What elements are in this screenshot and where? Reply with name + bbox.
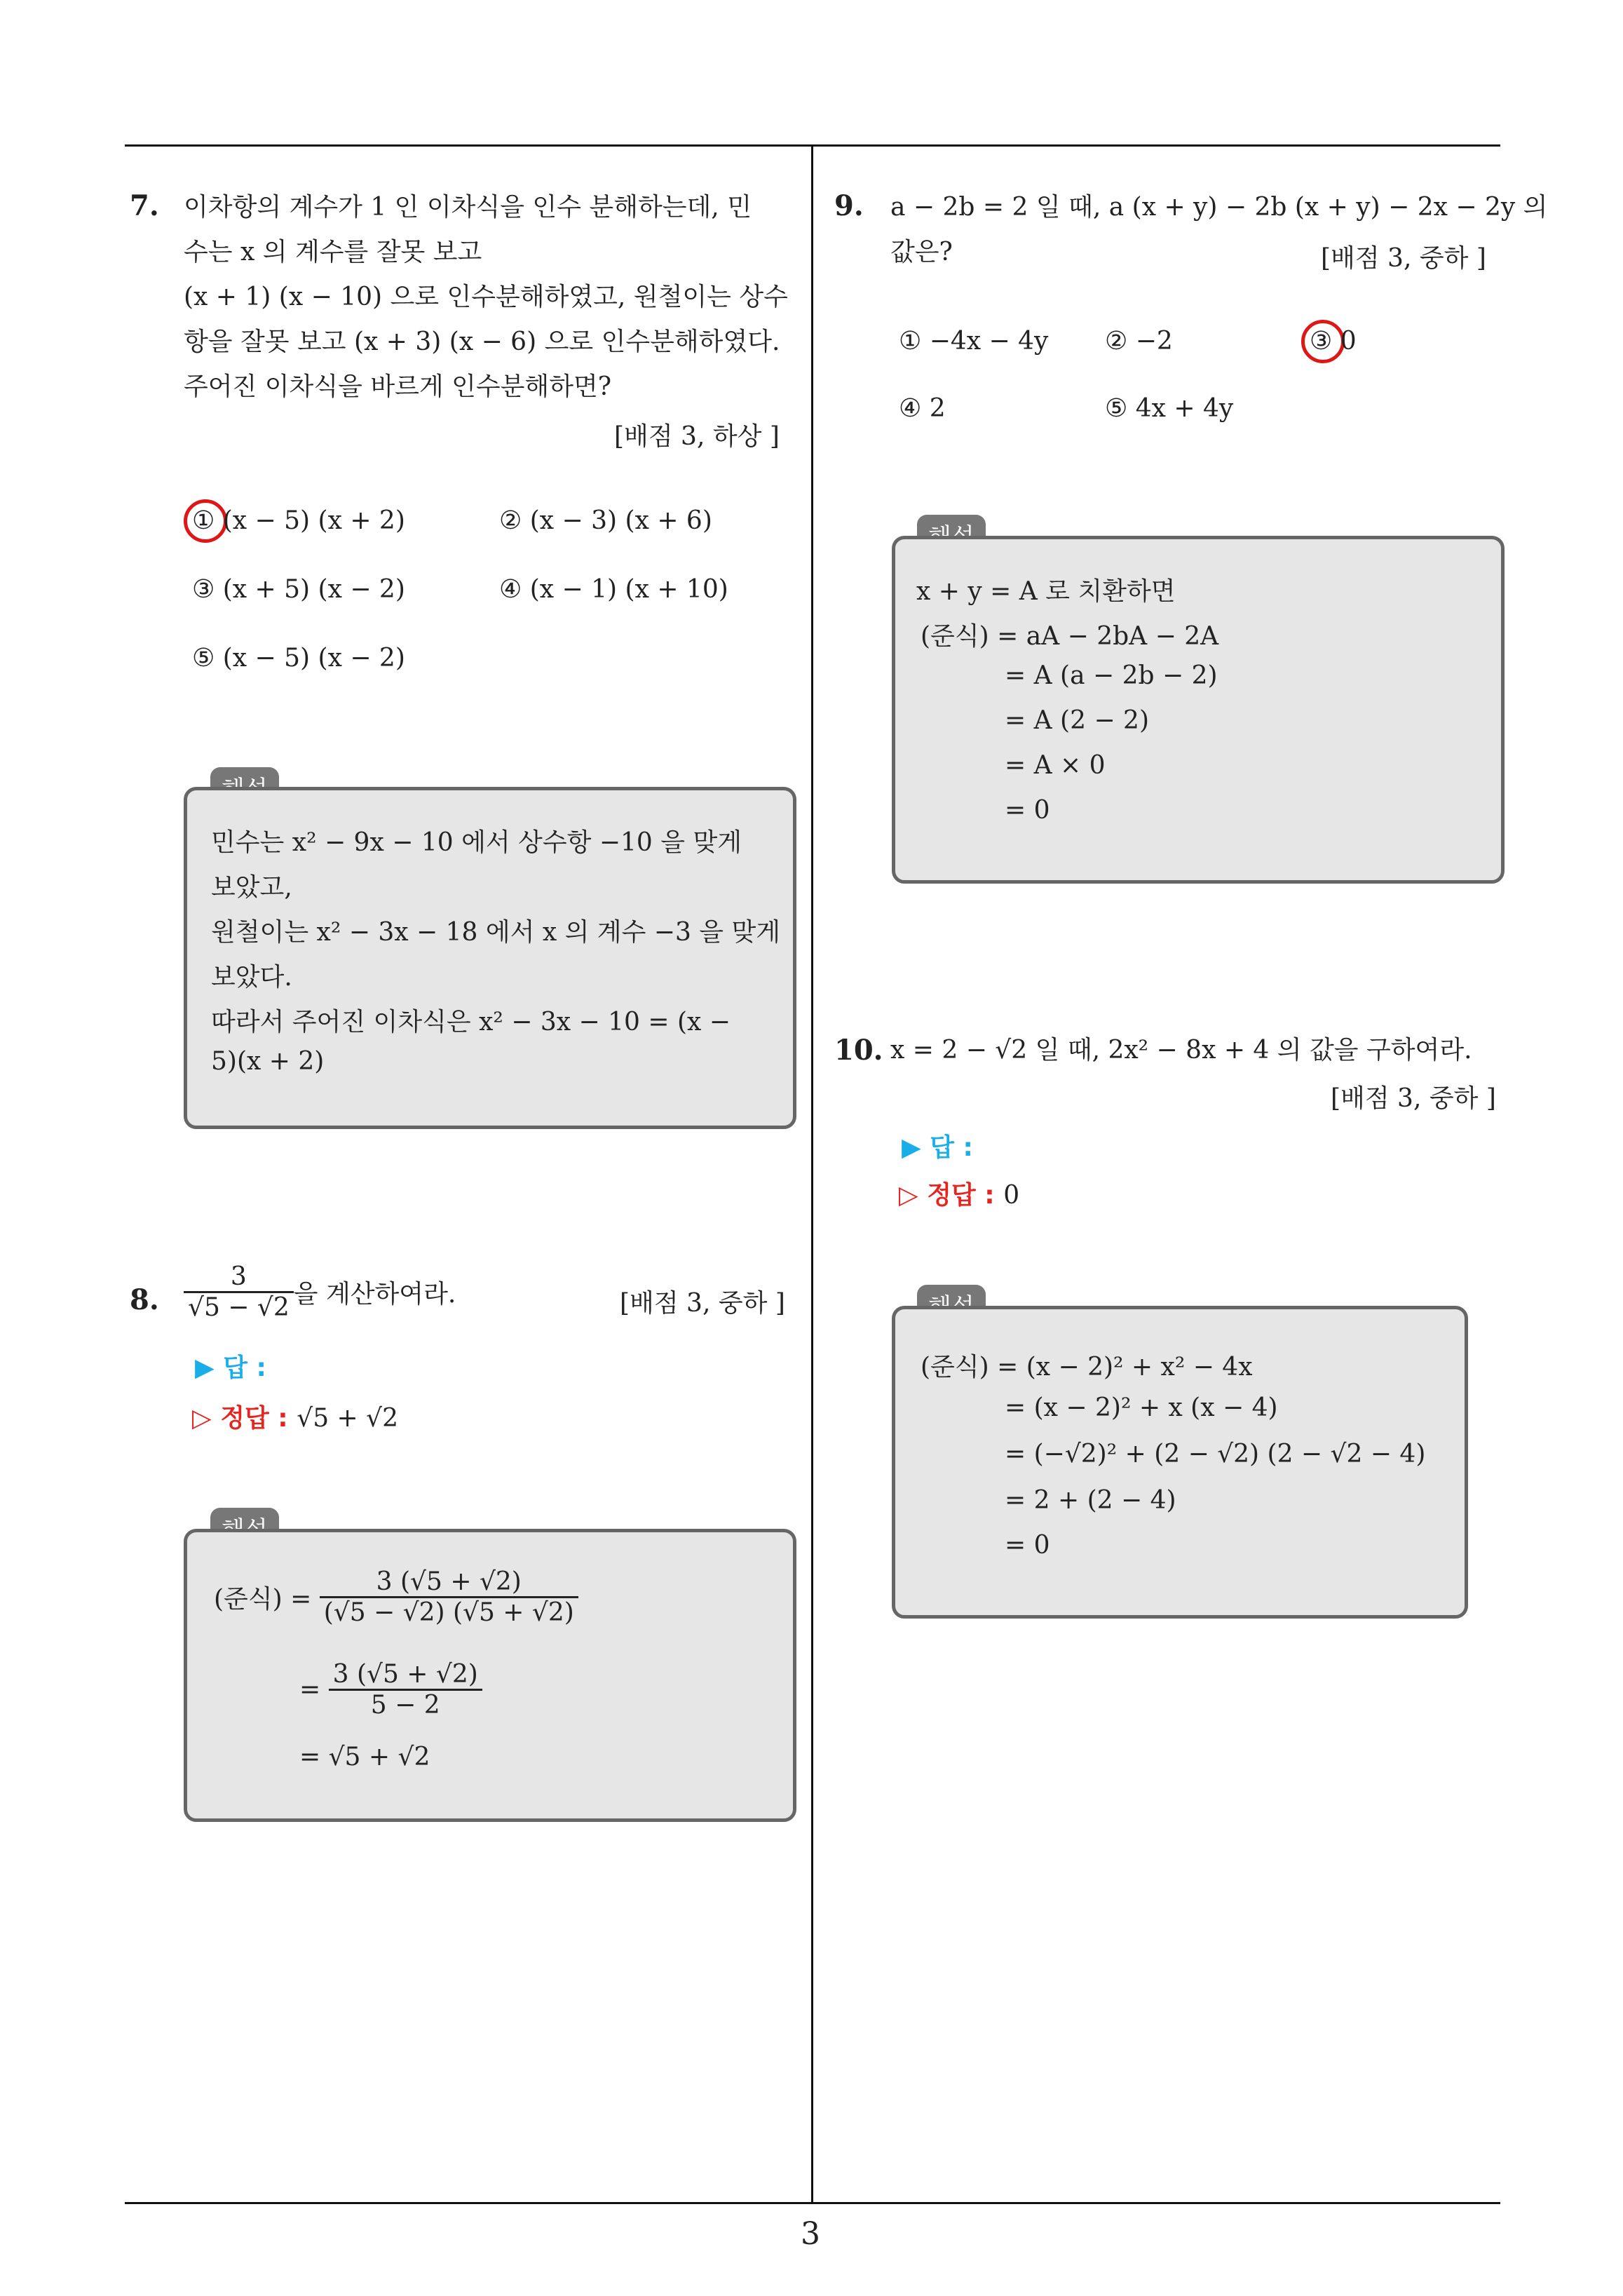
q10-number: 10.: [834, 1034, 883, 1067]
q7-sol-line-3: 원철이는 x² − 3x − 18 에서 x 의 계수 −3 을 맞게: [211, 918, 781, 947]
q8-question: [184, 1262, 456, 1322]
q8-correct-value: √5 + √2: [297, 1404, 398, 1433]
column-divider: [811, 144, 813, 2203]
q7-option-3[interactable]: [192, 575, 405, 604]
q9-sol-line-6: = 0: [1005, 796, 1050, 825]
q8-sol-frac-2: [329, 1660, 482, 1720]
q8-frac-top: 3: [184, 1262, 294, 1293]
q9-option-4[interactable]: [899, 394, 946, 423]
q8-sol2-top: 3 (√5 + √2): [329, 1660, 482, 1691]
option-mark: ②: [1105, 327, 1128, 356]
q8-sol-frac-1: [320, 1567, 578, 1627]
q9-line-1: a − 2b = 2 일 때, a (x + y) − 2b (x + y) − 2x − 2y 의: [890, 193, 1548, 222]
q9-option-2[interactable]: [1105, 327, 1173, 356]
option-text: 4x + 4y: [1135, 394, 1234, 423]
bottom-rule: [125, 2202, 1500, 2204]
option-text: 2: [929, 394, 946, 423]
q7-option-4[interactable]: [499, 575, 728, 604]
q8-number: 8.: [130, 1283, 159, 1316]
equals-sign: =: [299, 1675, 321, 1704]
q10-sol-line-3: = (−√2)² + (2 − √2) (2 − √2 − 4): [1005, 1440, 1426, 1468]
q7-sol-line-4: 보았다.: [211, 963, 292, 992]
q9-option-1[interactable]: [899, 327, 1048, 356]
q7-line-1: 이차항의 계수가 1 인 이차식을 인수 분해하는데, 민: [184, 193, 752, 222]
q9-solution-box: [892, 536, 1505, 884]
q10-solution-box: [892, 1306, 1468, 1619]
q9-sol-line-4: = A (2 − 2): [1005, 706, 1149, 735]
q9-sol-line-5: = A × 0: [1005, 751, 1106, 780]
q7-line-2: 수는 x 의 계수를 잘못 보고: [184, 238, 482, 266]
q10-correct-value: 0: [1003, 1181, 1020, 1210]
q7-points: [배점 3, 하상 ]: [614, 422, 780, 451]
q9-points: [배점 3, 중하 ]: [1321, 244, 1486, 273]
option-text: (x − 5) (x + 2): [222, 506, 405, 535]
q8-text: 을 계산하여라.: [293, 1280, 456, 1309]
q8-sol-line-1: [214, 1567, 578, 1627]
q10-answer-label[interactable]: ▶ 답 :: [902, 1133, 973, 1162]
q8-sol-line-3: = √5 + √2: [299, 1743, 430, 1771]
q7-line-5: 주어진 이차식을 바르게 인수분해하면?: [184, 372, 612, 401]
q9-sol-line-1: x + y = A 로 치환하면: [916, 577, 1176, 606]
option-text: (x − 3) (x + 6): [529, 506, 712, 535]
option-text: (x − 5) (x − 2): [222, 644, 405, 673]
q7-option-2[interactable]: [499, 506, 712, 535]
option-text: (x + 5) (x − 2): [222, 575, 405, 604]
q10-question: x = 2 − √2 일 때, 2x² − 8x + 4 의 값을 구하여라.: [890, 1036, 1472, 1065]
q8-frac-bottom: √5 − √2: [188, 1293, 290, 1322]
q10-sol-line-1: (준식) = (x − 2)² + x² − 4x: [921, 1353, 1253, 1382]
correct-label-text: ▷ 정답 :: [899, 1181, 995, 1210]
option-mark: ①: [899, 327, 922, 356]
q8-sol-line-2: [299, 1660, 482, 1720]
q9-sol-line-2: (준식) = aA − 2bA − 2A: [921, 622, 1219, 651]
option-mark: ⑤: [192, 644, 215, 673]
option-mark: ⑤: [1105, 394, 1128, 423]
option-mark: ③: [192, 575, 215, 604]
q8-sol-lhs: (준식) =: [214, 1585, 312, 1614]
q8-solution-box: [184, 1529, 796, 1822]
q7-sol-line-5: 따라서 주어진 이차식은 x² − 3x − 10 = (x −: [211, 1008, 731, 1036]
q10-correct-label: [899, 1175, 1019, 1211]
q8-sol2-bottom: 5 − 2: [370, 1691, 440, 1720]
option-text: (x − 1) (x + 10): [529, 575, 728, 604]
page-number: 3: [801, 2216, 820, 2252]
q10-points: [배점 3, 중하 ]: [1331, 1084, 1496, 1113]
q7-number: 7.: [130, 189, 159, 222]
q8-points: [배점 3, 중하 ]: [620, 1289, 785, 1318]
q9-number: 9.: [834, 189, 864, 222]
option-mark: ④: [499, 575, 522, 604]
q7-line-4: 항을 잘못 보고 (x + 3) (x − 6) 으로 인수분해하였다.: [184, 327, 780, 356]
q10-sol-line-5: = 0: [1005, 1531, 1050, 1560]
q7-sol-line-1: 민수는 x² − 9x − 10 에서 상수항 −10 을 맞게: [211, 828, 742, 857]
q8-answer-label[interactable]: ▶ 답 :: [195, 1353, 266, 1382]
q8-sol1-top: 3 (√5 + √2): [320, 1567, 578, 1598]
option-text: 0: [1340, 327, 1357, 356]
option-mark: ③: [1310, 327, 1333, 356]
q9-sol-line-3: = A (a − 2b − 2): [1005, 661, 1218, 690]
option-mark: ①: [192, 506, 215, 535]
option-text: −2: [1135, 327, 1173, 356]
q10-sol-line-4: = 2 + (2 − 4): [1005, 1486, 1176, 1515]
q7-option-5[interactable]: [192, 644, 405, 673]
q7-line-3: (x + 1) (x − 10) 으로 인수분해하였고, 원철이는 상수: [184, 283, 788, 311]
q8-fraction: [184, 1262, 294, 1322]
q8-sol1-bottom: (√5 − √2) (√5 + √2): [323, 1598, 574, 1627]
option-mark: ②: [499, 506, 522, 535]
q7-option-1[interactable]: [192, 506, 405, 535]
q9-line-2: 값은?: [890, 238, 953, 266]
option-mark: ④: [899, 394, 922, 423]
q9-option-5[interactable]: [1105, 394, 1233, 423]
q10-sol-line-2: = (x − 2)² + x (x − 4): [1005, 1393, 1278, 1422]
q7-sol-line-6: 5)(x + 2): [211, 1047, 325, 1076]
q7-sol-line-2: 보았고,: [211, 873, 292, 902]
q7-solution-box: [184, 787, 796, 1129]
q8-correct-label: [192, 1398, 398, 1434]
q9-option-3[interactable]: [1310, 327, 1357, 356]
correct-label-text: ▷ 정답 :: [192, 1404, 288, 1433]
option-text: −4x − 4y: [929, 327, 1049, 356]
